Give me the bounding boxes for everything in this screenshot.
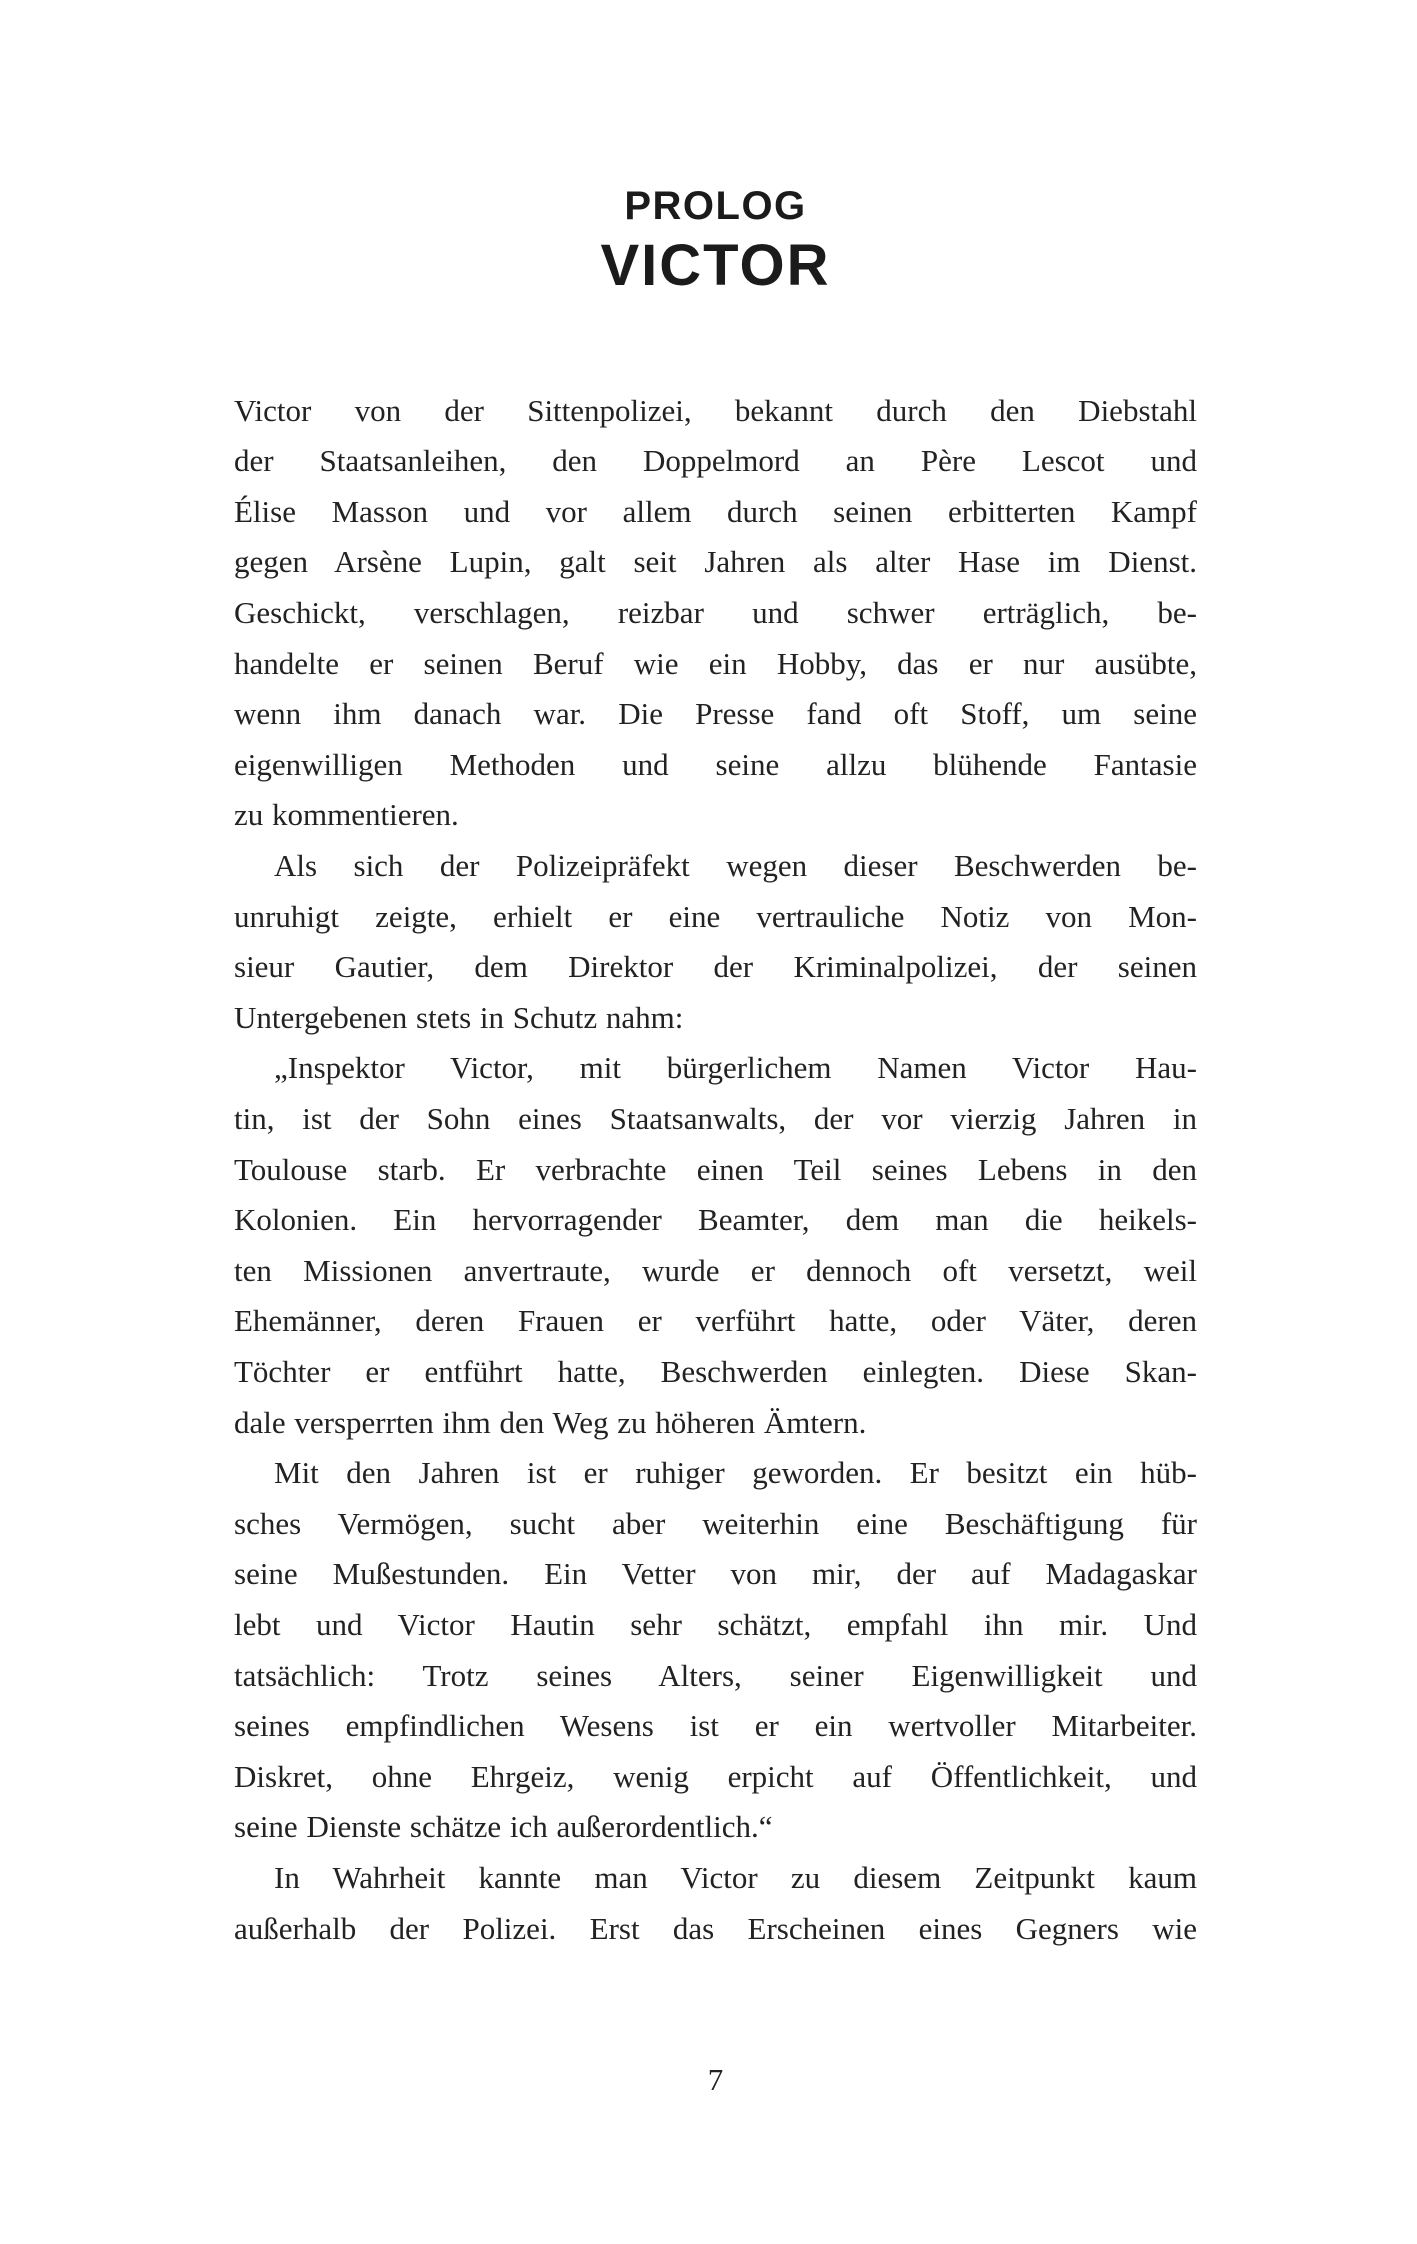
page-number: 7	[707, 2062, 724, 2097]
text-line: „Inspektor Victor, mit bürgerlichem Namen Victor Hau-	[274, 1050, 1197, 1086]
text-line: Als sich der Polizeipräfekt wegen dieser Beschwerden be-	[274, 848, 1197, 884]
text-line: wenn ihm danach war. Die Presse fand oft Stoff, um seine	[234, 696, 1197, 732]
paragraph	[234, 386, 1197, 841]
text-line: Töchter er entführt hatte, Beschwerden einlegten. Diese Skan-	[234, 1353, 1197, 1389]
text-line: Mit den Jahren ist er ruhiger geworden. Er besitzt ein hüb-	[274, 1455, 1197, 1491]
text-line: Ehemänner, deren Frauen er verführt hatte, oder Väter, deren	[234, 1303, 1197, 1339]
text-line: In Wahrheit kannte man Victor zu diesem Zeitpunkt kaum	[274, 1859, 1197, 1895]
text-line: Kolonien. Ein hervorragender Beamter, dem man die heikels-	[234, 1202, 1197, 1238]
text-line: unruhigt zeigte, erhielt er eine vertrauliche Notiz von Mon-	[234, 898, 1197, 934]
text-line: Élise Masson und vor allem durch seinen erbitterten Kampf	[234, 493, 1197, 529]
text-line: ten Missionen anvertraute, wurde er dennoch oft versetzt, weil	[234, 1252, 1197, 1288]
text-line: tin, ist der Sohn eines Staatsanwalts, der vor vierzig Jahren in	[234, 1101, 1197, 1136]
paragraph	[234, 1853, 1197, 1954]
text-line: seine Mußestunden. Ein Vetter von mir, der auf Madagaskar	[234, 1556, 1197, 1592]
text-line: gegen Arsène Lupin, galt seit Jahren als alter Hase im Dienst.	[234, 544, 1197, 580]
paragraph	[234, 1448, 1197, 1853]
text-line: handelte er seinen Beruf wie ein Hobby, das er nur ausübte,	[234, 645, 1197, 681]
text-line: seine Dienste schätze ich außerordentlich.“	[234, 1809, 773, 1845]
text-line: außerhalb der Polizei. Erst das Erscheinen eines Gegners wie	[234, 1910, 1197, 1946]
text-line: Diskret, ohne Ehrgeiz, wenig erpicht auf Öffentlichkeit, und	[234, 1758, 1197, 1794]
chapter-kicker: PROLOG	[624, 184, 807, 228]
text-line: Toulouse starb. Er verbrachte einen Teil seines Lebens in den	[234, 1151, 1197, 1187]
text-line: der Staatsanleihen, den Doppelmord an Père Lescot und	[234, 443, 1197, 479]
text-line: sches Vermögen, sucht aber weiterhin eine Beschäftigung für	[234, 1505, 1197, 1541]
body-text	[234, 386, 1197, 1954]
text-column	[234, 0, 1197, 1954]
text-line: tatsächlich: Trotz seines Alters, seiner Eigenwilligkeit und	[234, 1657, 1197, 1693]
text-line: seines empfindlichen Wesens ist er ein wertvoller Mitarbeiter.	[234, 1708, 1197, 1744]
text-line: eigenwilligen Methoden und seine allzu blühende Fantasie	[234, 746, 1197, 782]
paragraph	[234, 841, 1197, 1043]
text-line: Untergebenen stets in Schutz nahm:	[234, 999, 684, 1035]
text-line: zu kommentieren.	[234, 797, 459, 833]
text-line: Victor von der Sittenpolizei, bekannt durch den Diebstahl	[234, 392, 1197, 428]
text-line: dale versperrten ihm den Weg zu höheren Ämtern.	[234, 1404, 867, 1440]
paragraph	[234, 1043, 1197, 1448]
text-line: lebt und Victor Hautin sehr schätzt, empfahl ihn mir. Und	[234, 1606, 1197, 1642]
chapter-title: VICTOR	[600, 233, 831, 298]
text-line: sieur Gautier, dem Direktor der Kriminalpolizei, der seinen	[234, 949, 1197, 985]
text-line: Geschickt, verschlagen, reizbar und schwer erträglich, be-	[234, 595, 1197, 631]
